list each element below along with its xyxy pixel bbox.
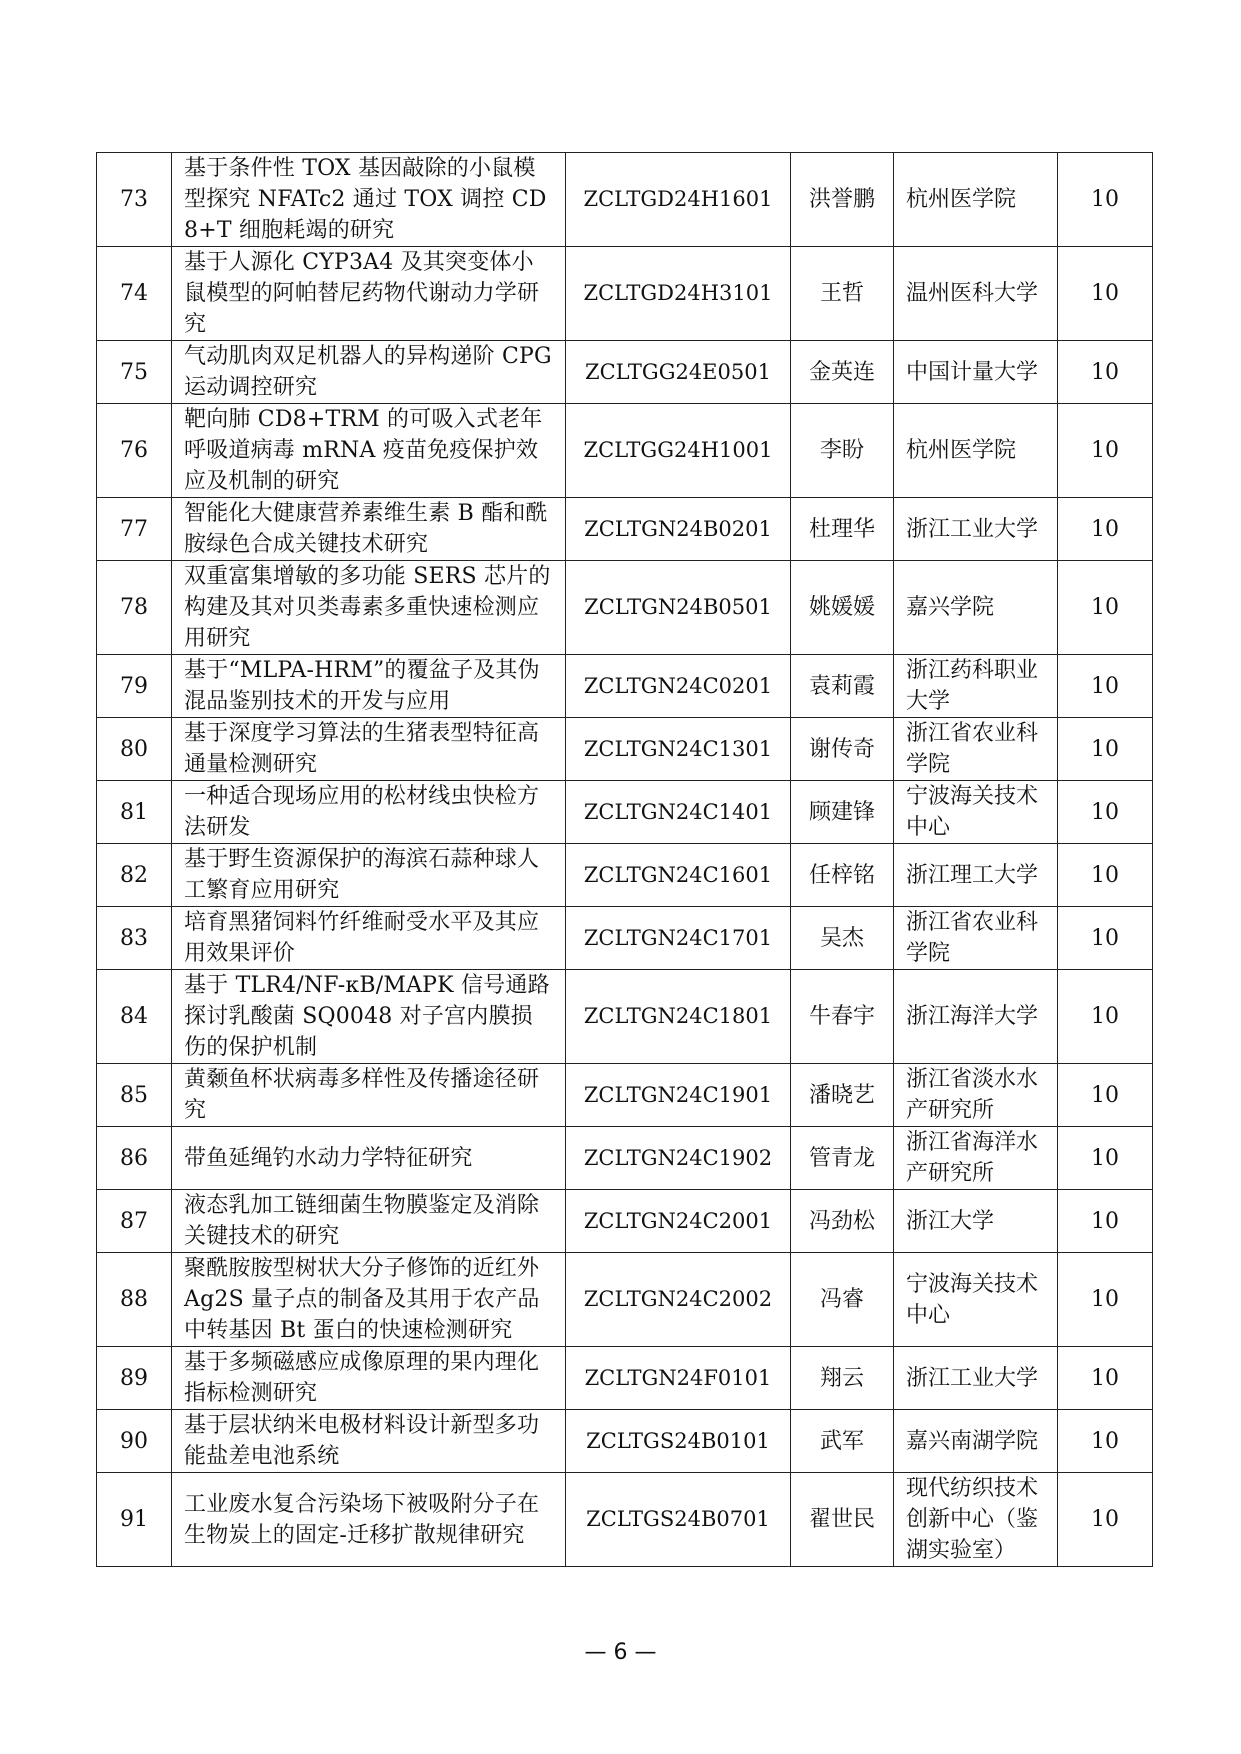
- project-title: 基于人源化 CYP3A4 及其突变体小鼠模型的阿帕替尼药物代谢动力学研究: [172, 247, 566, 341]
- table-row: [97, 498, 1153, 561]
- funding-amount: 10: [1058, 718, 1153, 781]
- leader-name: 王哲: [791, 247, 894, 341]
- organization: 浙江海洋大学: [894, 970, 1058, 1064]
- row-number: 74: [97, 247, 172, 341]
- project-code: ZCLTGN24C1701: [566, 907, 791, 970]
- organization: 浙江省淡水水产研究所: [894, 1064, 1058, 1127]
- table-row: [97, 781, 1153, 844]
- organization: 宁波海关技术中心: [894, 1253, 1058, 1347]
- project-code: ZCLTGN24C2002: [566, 1253, 791, 1347]
- organization: 嘉兴南湖学院: [894, 1410, 1058, 1473]
- organization: 浙江工业大学: [894, 1347, 1058, 1410]
- funding-amount: 10: [1058, 1410, 1153, 1473]
- table-row: [97, 404, 1153, 498]
- table-row: [97, 655, 1153, 718]
- organization: 中国计量大学: [894, 341, 1058, 404]
- project-table: [96, 152, 1153, 1567]
- row-number: 78: [97, 561, 172, 655]
- project-code: ZCLTGN24C1801: [566, 970, 791, 1064]
- table-row: [97, 907, 1153, 970]
- project-title: 基于层状纳米电极材料设计新型多功能盐差电池系统: [172, 1410, 566, 1473]
- row-number: 83: [97, 907, 172, 970]
- project-code: ZCLTGD24H1601: [566, 153, 791, 247]
- project-code: ZCLTGN24F0101: [566, 1347, 791, 1410]
- row-number: 91: [97, 1473, 172, 1567]
- project-title: 基于 TLR4/NF-κB/MAPK 信号通路探讨乳酸菌 SQ0048 对子宫内膜损伤的保护机制: [172, 970, 566, 1064]
- project-title: 工业废水复合污染场下被吸附分子在生物炭上的固定-迁移扩散规律研究: [172, 1473, 566, 1567]
- funding-amount: 10: [1058, 970, 1153, 1064]
- project-code: ZCLTGS24B0701: [566, 1473, 791, 1567]
- project-title: 液态乳加工链细菌生物膜鉴定及消除关键技术的研究: [172, 1190, 566, 1253]
- table-row: [97, 1064, 1153, 1127]
- project-code: ZCLTGG24H1001: [566, 404, 791, 498]
- funding-amount: 10: [1058, 1127, 1153, 1190]
- funding-amount: 10: [1058, 1347, 1153, 1410]
- organization: 现代纺织技术创新中心（鉴湖实验室）: [894, 1473, 1058, 1567]
- funding-amount: 10: [1058, 404, 1153, 498]
- leader-name: 潘晓艺: [791, 1064, 894, 1127]
- organization: 宁波海关技术中心: [894, 781, 1058, 844]
- project-title: 基于多频磁感应成像原理的果内理化指标检测研究: [172, 1347, 566, 1410]
- funding-amount: 10: [1058, 1190, 1153, 1253]
- row-number: 90: [97, 1410, 172, 1473]
- leader-name: 洪誉鹏: [791, 153, 894, 247]
- organization: 浙江大学: [894, 1190, 1058, 1253]
- leader-name: 金英连: [791, 341, 894, 404]
- leader-name: 武军: [791, 1410, 894, 1473]
- row-number: 86: [97, 1127, 172, 1190]
- page-number: — 6 —: [584, 1640, 657, 1665]
- organization: 浙江工业大学: [894, 498, 1058, 561]
- funding-amount: 10: [1058, 781, 1153, 844]
- funding-amount: 10: [1058, 907, 1153, 970]
- project-title: 聚酰胺胺型树状大分子修饰的近红外 Ag2S 量子点的制备及其用于农产品中转基因 Bt 蛋白的快速检测研究: [172, 1253, 566, 1347]
- table-row: [97, 1253, 1153, 1347]
- funding-amount: 10: [1058, 1253, 1153, 1347]
- funding-amount: 10: [1058, 1473, 1153, 1567]
- row-number: 89: [97, 1347, 172, 1410]
- organization: 杭州医学院: [894, 153, 1058, 247]
- project-code: ZCLTGN24C0201: [566, 655, 791, 718]
- organization: 嘉兴学院: [894, 561, 1058, 655]
- row-number: 82: [97, 844, 172, 907]
- leader-name: 冯劲松: [791, 1190, 894, 1253]
- funding-amount: 10: [1058, 341, 1153, 404]
- project-code: ZCLTGN24C2001: [566, 1190, 791, 1253]
- leader-name: 姚媛媛: [791, 561, 894, 655]
- table-row: [97, 1190, 1153, 1253]
- organization: 浙江省农业科学院: [894, 907, 1058, 970]
- project-title: 气动肌肉双足机器人的异构递阶 CPG 运动调控研究: [172, 341, 566, 404]
- table-row: [97, 561, 1153, 655]
- leader-name: 袁莉霞: [791, 655, 894, 718]
- leader-name: 冯睿: [791, 1253, 894, 1347]
- project-title: 培育黑猪饲料竹纤维耐受水平及其应用效果评价: [172, 907, 566, 970]
- leader-name: 任梓铭: [791, 844, 894, 907]
- leader-name: 翔云: [791, 1347, 894, 1410]
- row-number: 79: [97, 655, 172, 718]
- project-title: 一种适合现场应用的松材线虫快检方法研发: [172, 781, 566, 844]
- table-row: [97, 1127, 1153, 1190]
- leader-name: 吴杰: [791, 907, 894, 970]
- leader-name: 李盼: [791, 404, 894, 498]
- row-number: 76: [97, 404, 172, 498]
- organization: 浙江理工大学: [894, 844, 1058, 907]
- leader-name: 顾建锋: [791, 781, 894, 844]
- project-title: 基于条件性 TOX 基因敲除的小鼠模型探究 NFATc2 通过 TOX 调控 CD8+T 细胞耗竭的研究: [172, 153, 566, 247]
- funding-amount: 10: [1058, 561, 1153, 655]
- funding-amount: 10: [1058, 1064, 1153, 1127]
- row-number: 77: [97, 498, 172, 561]
- project-code: ZCLTGN24B0501: [566, 561, 791, 655]
- project-title: 基于“MLPA-HRM”的覆盆子及其伪混品鉴别技术的开发与应用: [172, 655, 566, 718]
- organization: 浙江省海洋水产研究所: [894, 1127, 1058, 1190]
- funding-amount: 10: [1058, 153, 1153, 247]
- project-code: ZCLTGS24B0101: [566, 1410, 791, 1473]
- row-number: 87: [97, 1190, 172, 1253]
- table-row: [97, 844, 1153, 907]
- leader-name: 谢传奇: [791, 718, 894, 781]
- leader-name: 牛春宇: [791, 970, 894, 1064]
- funding-amount: 10: [1058, 844, 1153, 907]
- table-row: [97, 247, 1153, 341]
- table-row: [97, 1473, 1153, 1567]
- project-code: ZCLTGN24C1601: [566, 844, 791, 907]
- project-code: ZCLTGN24B0201: [566, 498, 791, 561]
- project-title: 带鱼延绳钓水动力学特征研究: [172, 1127, 566, 1190]
- table-row: [97, 153, 1153, 247]
- table-row: [97, 341, 1153, 404]
- project-code: ZCLTGN24C1301: [566, 718, 791, 781]
- leader-name: 翟世民: [791, 1473, 894, 1567]
- project-title: 黄颡鱼杯状病毒多样性及传播途径研究: [172, 1064, 566, 1127]
- table-row: [97, 970, 1153, 1064]
- leader-name: 杜理华: [791, 498, 894, 561]
- project-title: 基于深度学习算法的生猪表型特征高通量检测研究: [172, 718, 566, 781]
- row-number: 85: [97, 1064, 172, 1127]
- table-body: [97, 153, 1153, 1567]
- organization: 杭州医学院: [894, 404, 1058, 498]
- table-row: [97, 718, 1153, 781]
- project-title: 智能化大健康营养素维生素 B 酯和酰胺绿色合成关键技术研究: [172, 498, 566, 561]
- organization: 浙江药科职业大学: [894, 655, 1058, 718]
- project-code: ZCLTGN24C1902: [566, 1127, 791, 1190]
- project-title: 双重富集增敏的多功能 SERS 芯片的构建及其对贝类毒素多重快速检测应用研究: [172, 561, 566, 655]
- row-number: 81: [97, 781, 172, 844]
- funding-amount: 10: [1058, 247, 1153, 341]
- project-code: ZCLTGN24C1901: [566, 1064, 791, 1127]
- table-row: [97, 1347, 1153, 1410]
- project-code: ZCLTGN24C1401: [566, 781, 791, 844]
- project-code: ZCLTGD24H3101: [566, 247, 791, 341]
- row-number: 75: [97, 341, 172, 404]
- row-number: 84: [97, 970, 172, 1064]
- project-title: 基于野生资源保护的海滨石蒜种球人工繁育应用研究: [172, 844, 566, 907]
- project-code: ZCLTGG24E0501: [566, 341, 791, 404]
- leader-name: 管青龙: [791, 1127, 894, 1190]
- table-row: [97, 1410, 1153, 1473]
- funding-amount: 10: [1058, 498, 1153, 561]
- project-title: 靶向肺 CD8+TRM 的可吸入式老年呼吸道病毒 mRNA 疫苗免疫保护效应及机制的研究: [172, 404, 566, 498]
- row-number: 73: [97, 153, 172, 247]
- organization: 浙江省农业科学院: [894, 718, 1058, 781]
- organization: 温州医科大学: [894, 247, 1058, 341]
- row-number: 80: [97, 718, 172, 781]
- row-number: 88: [97, 1253, 172, 1347]
- funding-amount: 10: [1058, 655, 1153, 718]
